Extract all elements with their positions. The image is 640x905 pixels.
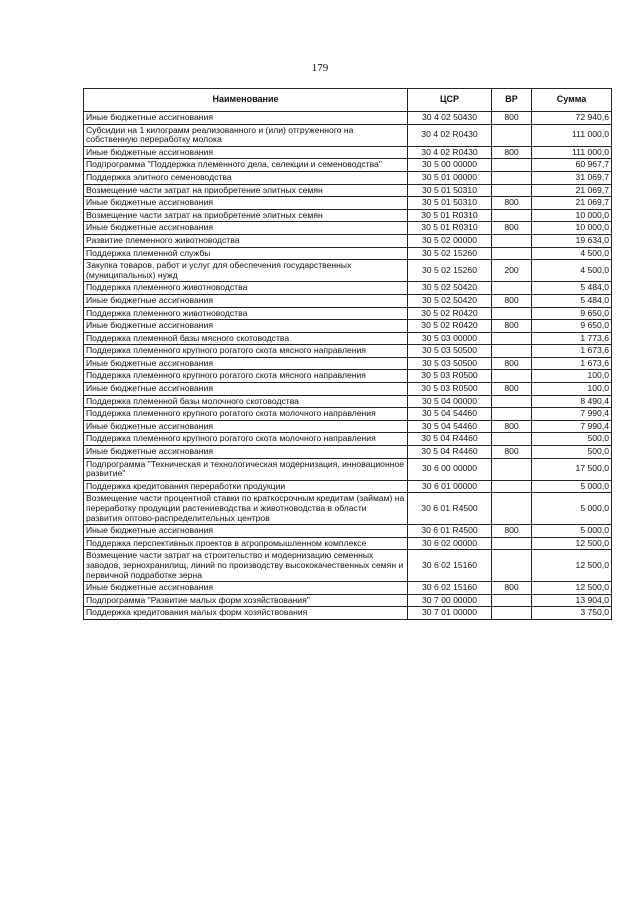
cell-csr: 30 5 03 50500 [408,357,492,370]
cell-csr: 30 6 01 00000 [408,480,492,493]
cell-csr: 30 6 01 R4500 [408,493,492,525]
cell-csr: 30 7 00 00000 [408,594,492,607]
cell-csr: 30 5 02 15260 [408,247,492,260]
cell-csr: 30 5 02 R0420 [408,320,492,333]
cell-name: Поддержка племенного крупного рогатого скота мясного направления [84,345,408,358]
cell-vr [492,607,532,620]
cell-sum: 7 990,4 [532,408,612,421]
cell-vr: 800 [492,525,532,538]
cell-name: Возмещение части затрат на приобретение элитных семян [84,184,408,197]
table-row [84,184,612,197]
cell-csr: 30 5 04 R4460 [408,433,492,446]
cell-vr [492,234,532,247]
table-row [84,370,612,383]
cell-name: Иные бюджетные ассигнования [84,383,408,396]
cell-sum: 5 000,0 [532,480,612,493]
cell-sum: 7 990,4 [532,420,612,433]
cell-sum: 5 484,0 [532,294,612,307]
cell-name: Иные бюджетные ассигнования [84,525,408,538]
cell-name: Иные бюджетные ассигнования [84,446,408,459]
table-row [84,458,612,480]
cell-vr [492,493,532,525]
cell-sum: 10 000,0 [532,222,612,235]
cell-sum: 13 904,0 [532,594,612,607]
table-row [84,294,612,307]
cell-sum: 19 634,0 [532,234,612,247]
cell-csr: 30 5 02 00000 [408,234,492,247]
cell-sum: 21 069,7 [532,197,612,210]
cell-csr: 30 5 01 00000 [408,171,492,184]
table-row [84,433,612,446]
cell-csr: 30 5 02 R0420 [408,307,492,320]
cell-csr: 30 5 02 50420 [408,294,492,307]
cell-sum: 5 484,0 [532,282,612,295]
table-row [84,159,612,172]
table-row [84,383,612,396]
cell-vr [492,550,532,582]
table-row [84,234,612,247]
cell-csr: 30 6 02 15160 [408,550,492,582]
table-row [84,420,612,433]
table-row [84,607,612,620]
cell-vr [492,345,532,358]
cell-vr [492,480,532,493]
cell-csr: 30 5 01 50310 [408,197,492,210]
cell-sum: 60 967,7 [532,159,612,172]
cell-name: Развитие племенного животноводства [84,234,408,247]
table-row [84,332,612,345]
cell-name: Субсидии на 1 килограмм реализованного и (или) отгруженного на собственную переработку молока [84,124,408,146]
cell-sum: 500,0 [532,433,612,446]
cell-name: Иные бюджетные ассигнования [84,146,408,159]
budget-table [83,88,612,620]
cell-name: Поддержка племенной базы молочного скотоводства [84,395,408,408]
table-row [84,282,612,295]
cell-vr [492,408,532,421]
table-row [84,408,612,421]
cell-csr: 30 5 03 R0500 [408,383,492,396]
cell-csr: 30 6 01 R4500 [408,525,492,538]
cell-name: Возмещение части затрат на приобретение элитных семян [84,209,408,222]
table-row [84,446,612,459]
cell-sum: 1 673,6 [532,345,612,358]
table-row [84,307,612,320]
cell-csr: 30 5 03 R0500 [408,370,492,383]
cell-sum: 4 500,0 [532,247,612,260]
cell-vr [492,395,532,408]
cell-name: Возмещение части затрат на строительство и модернизацию семенных заводов, зернохранилищ, линий по производству высококачественных семян и первичной подработке зерна [84,550,408,582]
cell-name: Иные бюджетные ассигнования [84,294,408,307]
table-row [84,209,612,222]
cell-name: Поддержка кредитования малых форм хозяйствования [84,607,408,620]
cell-name: Подпрограмма "Техническая и технологическая модернизация, инновационное развитие" [84,458,408,480]
cell-sum: 9 650,0 [532,320,612,333]
cell-sum: 8 490,4 [532,395,612,408]
cell-name: Поддержка племенного крупного рогатого скота мясного направления [84,370,408,383]
table-row [84,357,612,370]
cell-name: Поддержка племенной базы мясного скотоводства [84,332,408,345]
cell-vr: 800 [492,146,532,159]
cell-vr: 800 [492,320,532,333]
table-row [84,582,612,595]
cell-sum: 111 000,0 [532,124,612,146]
cell-sum: 100,0 [532,383,612,396]
cell-csr: 30 6 02 00000 [408,537,492,550]
cell-sum: 1 673,6 [532,357,612,370]
cell-sum: 1 773,6 [532,332,612,345]
table-row [84,480,612,493]
cell-vr [492,184,532,197]
cell-csr: 30 6 02 15160 [408,582,492,595]
cell-sum: 31 069,7 [532,171,612,184]
cell-csr: 30 5 01 R0310 [408,209,492,222]
cell-vr [492,433,532,446]
cell-name: Закупка товаров, работ и услуг для обеспечения государственных (муниципальных) нужд [84,260,408,282]
cell-sum: 4 500,0 [532,260,612,282]
cell-csr: 30 5 04 00000 [408,395,492,408]
cell-name: Поддержка племенной службы [84,247,408,260]
cell-sum: 3 750,0 [532,607,612,620]
cell-csr: 30 4 02 R0430 [408,124,492,146]
cell-csr: 30 4 02 50430 [408,112,492,125]
table-row [84,345,612,358]
header-sum: Сумма [532,89,612,112]
cell-sum: 12 500,0 [532,537,612,550]
cell-csr: 30 6 00 00000 [408,458,492,480]
cell-name: Иные бюджетные ассигнования [84,197,408,210]
cell-vr: 800 [492,446,532,459]
cell-vr [492,124,532,146]
cell-vr: 800 [492,420,532,433]
cell-name: Поддержка племенного животноводства [84,282,408,295]
cell-vr [492,209,532,222]
table-row [84,594,612,607]
cell-name: Иные бюджетные ассигнования [84,357,408,370]
cell-sum: 9 650,0 [532,307,612,320]
cell-csr: 30 5 02 15260 [408,260,492,282]
cell-vr [492,171,532,184]
table-row [84,550,612,582]
cell-vr [492,307,532,320]
cell-vr [492,537,532,550]
table-row [84,247,612,260]
cell-vr: 800 [492,357,532,370]
cell-vr [492,282,532,295]
cell-vr [492,247,532,260]
table-row [84,525,612,538]
table-row [84,171,612,184]
cell-csr: 30 5 03 00000 [408,332,492,345]
cell-sum: 72 940,6 [532,112,612,125]
table-row [84,197,612,210]
header-vr: ВР [492,89,532,112]
cell-vr: 800 [492,383,532,396]
cell-name: Поддержка элитного семеноводства [84,171,408,184]
cell-vr: 800 [492,294,532,307]
cell-sum: 17 500,0 [532,458,612,480]
cell-vr [492,332,532,345]
table-row [84,222,612,235]
cell-name: Иные бюджетные ассигнования [84,112,408,125]
table-row [84,146,612,159]
cell-vr: 800 [492,197,532,210]
cell-name: Поддержка перспективных проектов в агропромышленном комплексе [84,537,408,550]
header-name: Наименование [84,89,408,112]
cell-name: Поддержка племенного крупного рогатого скота молочного направления [84,433,408,446]
cell-sum: 500,0 [532,446,612,459]
cell-vr: 800 [492,112,532,125]
cell-name: Подпрограмма "Развитие малых форм хозяйствования" [84,594,408,607]
table-row [84,320,612,333]
table-row [84,260,612,282]
cell-name: Подпрограмма "Поддержка племенного дела, селекции и семеноводства" [84,159,408,172]
cell-name: Иные бюджетные ассигнования [84,420,408,433]
cell-csr: 30 7 01 00000 [408,607,492,620]
cell-vr [492,370,532,383]
cell-csr: 30 4 02 R0430 [408,146,492,159]
cell-csr: 30 5 03 50500 [408,345,492,358]
cell-name: Иные бюджетные ассигнования [84,582,408,595]
cell-sum: 12 500,0 [532,582,612,595]
cell-sum: 10 000,0 [532,209,612,222]
table-row [84,493,612,525]
cell-name: Поддержка кредитования переработки продукции [84,480,408,493]
cell-vr [492,594,532,607]
cell-name: Иные бюджетные ассигнования [84,222,408,235]
cell-sum: 100,0 [532,370,612,383]
cell-sum: 21 069,7 [532,184,612,197]
cell-vr: 200 [492,260,532,282]
cell-sum: 111 000,0 [532,146,612,159]
table-row [84,395,612,408]
cell-csr: 30 5 04 R4460 [408,446,492,459]
page-number: 179 [311,62,329,74]
cell-csr: 30 5 02 50420 [408,282,492,295]
header-csr: ЦСР [408,89,492,112]
cell-name: Иные бюджетные ассигнования [84,320,408,333]
cell-sum: 12 500,0 [532,550,612,582]
cell-csr: 30 5 04 54460 [408,408,492,421]
table-row [84,112,612,125]
cell-vr: 800 [492,582,532,595]
table-row [84,124,612,146]
table-row [84,537,612,550]
cell-csr: 30 5 04 54460 [408,420,492,433]
cell-vr [492,159,532,172]
cell-vr: 800 [492,222,532,235]
cell-name: Возмещение части процентной ставки по краткосрочным кредитам (займам) на переработку продукции растениеводства и животноводства в области развития оптово-распределительных центров [84,493,408,525]
cell-csr: 30 5 00 00000 [408,159,492,172]
cell-sum: 5 000,0 [532,525,612,538]
cell-sum: 5 000,0 [532,493,612,525]
table-header-row [84,89,612,112]
cell-csr: 30 5 01 R0310 [408,222,492,235]
cell-name: Поддержка племенного крупного рогатого скота молочного направления [84,408,408,421]
cell-name: Поддержка племенного животноводства [84,307,408,320]
cell-vr [492,458,532,480]
cell-csr: 30 5 01 50310 [408,184,492,197]
